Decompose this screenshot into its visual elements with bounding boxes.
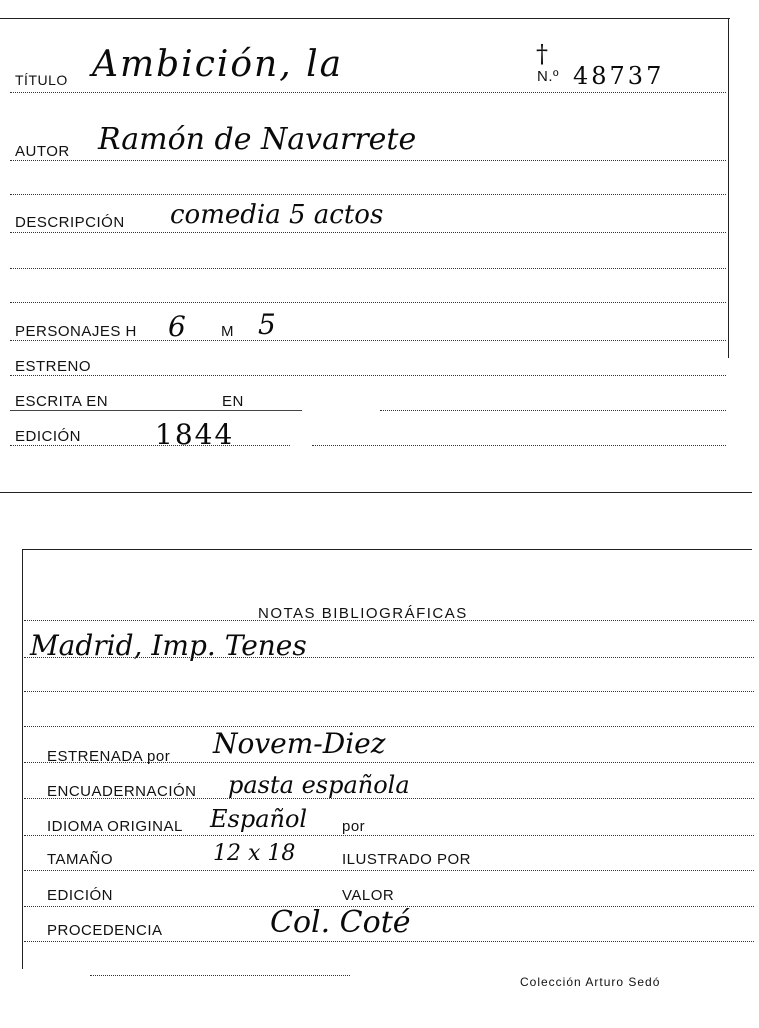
tamano-value: 12 x 18 xyxy=(213,841,296,866)
autor-value: Ramón de Navarrete xyxy=(98,122,417,157)
rule-tamano xyxy=(24,870,754,871)
rule-descripcion xyxy=(10,232,726,233)
rule-edicion-right xyxy=(312,445,726,446)
ilustrado-label: ILUSTRADO POR xyxy=(342,851,472,868)
rule-titulo xyxy=(10,92,726,93)
rule-idioma xyxy=(24,835,754,836)
idioma-label: IDIOMA ORIGINAL xyxy=(47,818,183,835)
rule-notas-3 xyxy=(24,691,754,692)
rule-notas-4 xyxy=(24,726,754,727)
rule-blank-1 xyxy=(10,194,726,195)
procedencia-label: PROCEDENCIA xyxy=(47,922,163,939)
rule-escrita-right xyxy=(380,410,726,411)
tamano-label: TAMAÑO xyxy=(47,851,114,868)
edicion-value: 1844 xyxy=(155,418,235,451)
card-bottom-border xyxy=(0,492,752,493)
idioma-value: Español xyxy=(210,805,308,833)
escrita-label: ESCRITA EN xyxy=(15,393,109,410)
notas-value: Madrid, Imp. Tenes xyxy=(30,629,307,662)
edicion-label: EDICIÓN xyxy=(15,428,82,445)
personajes-m-label: M xyxy=(221,323,234,340)
coleccion-label: Colección Arturo Sedó xyxy=(520,975,661,989)
en-label: EN xyxy=(222,393,244,410)
rule-blank-2 xyxy=(10,268,726,269)
estreno-label: ESTRENO xyxy=(15,358,92,375)
rule-edicion xyxy=(10,445,290,446)
titulo-label: TÍTULO xyxy=(15,72,68,88)
rule-notas-1 xyxy=(24,620,754,621)
edicion-2-label: EDICIÓN xyxy=(47,887,114,904)
personajes-label: PERSONAJES H xyxy=(15,323,137,340)
card2-top-border xyxy=(22,549,752,550)
estrenada-value: Novem-Diez xyxy=(213,727,386,760)
descripcion-label: DESCRIPCIÓN xyxy=(15,214,125,231)
personajes-m-value: 5 xyxy=(258,308,276,341)
por-label: por xyxy=(342,818,366,835)
card-right-border xyxy=(728,18,729,358)
rule-footer xyxy=(90,975,350,976)
personajes-h-value: 6 xyxy=(168,310,186,343)
estrenada-label: ESTRENADA por xyxy=(47,748,171,765)
dagger-mark: † xyxy=(536,40,548,68)
numero-label: N.º xyxy=(537,68,559,85)
catalog-card-top xyxy=(0,0,759,493)
catalog-card-bottom xyxy=(0,545,759,1028)
notas-title: NOTAS BIBLIOGRÁFICAS xyxy=(258,605,468,622)
rule-escrita xyxy=(10,410,302,411)
titulo-value: Ambición, la xyxy=(92,44,344,85)
rule-notas-2 xyxy=(24,657,754,658)
procedencia-value: Col. Coté xyxy=(270,905,411,940)
descripcion-value: comedia 5 actos xyxy=(170,200,384,230)
encuadernacion-value: pasta española xyxy=(228,771,410,799)
rule-procedencia xyxy=(24,941,754,942)
rule-blank-3 xyxy=(10,302,726,303)
rule-estreno xyxy=(10,375,726,376)
valor-label: VALOR xyxy=(342,887,395,904)
encuadernacion-label: ENCUADERNACIÓN xyxy=(47,783,197,800)
autor-label: AUTOR xyxy=(15,143,70,160)
rule-autor xyxy=(10,160,726,161)
card-top-border xyxy=(0,18,730,19)
rule-personajes xyxy=(10,340,726,341)
numero-value: 48737 xyxy=(573,62,665,90)
card2-left-border xyxy=(22,549,23,969)
